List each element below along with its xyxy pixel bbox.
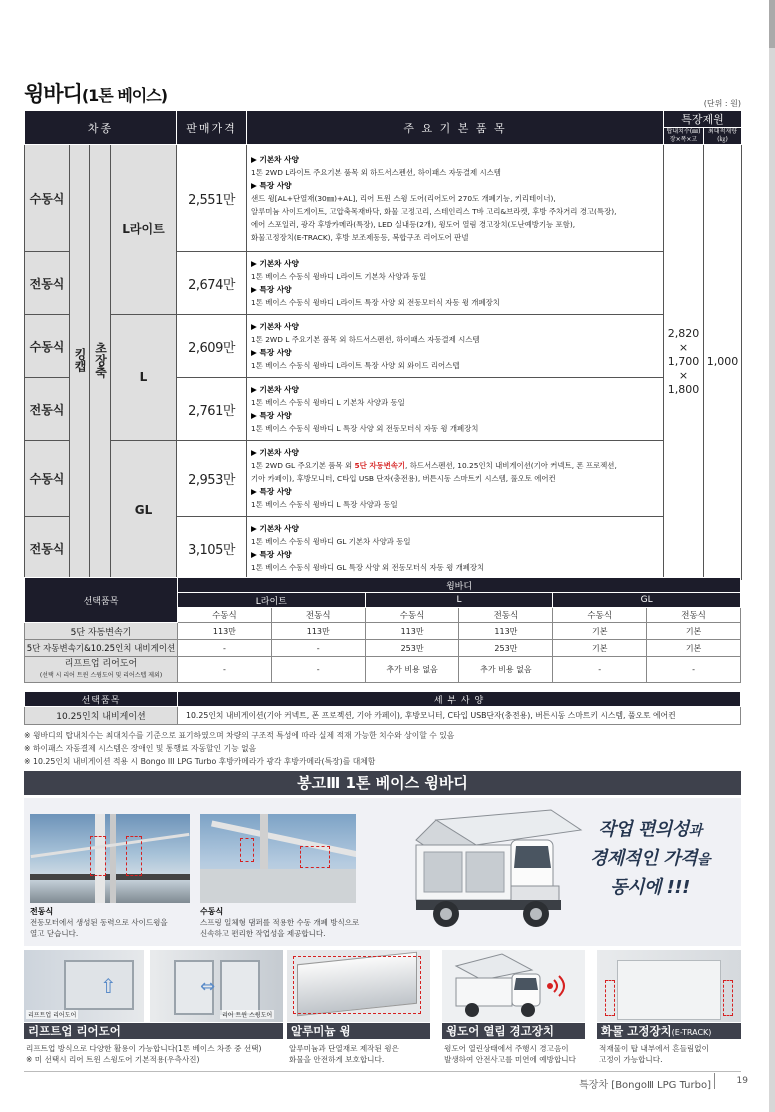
spec-load: 1,000 — [704, 145, 742, 580]
option-value: 113만 — [178, 623, 272, 640]
manual-wing-photo — [200, 814, 356, 903]
cab-label: 킹캡 — [70, 145, 90, 580]
footer-rule — [24, 1071, 741, 1072]
truck-illustration — [376, 800, 586, 940]
option-value: 기본 — [553, 623, 647, 640]
option-value: - — [178, 640, 272, 657]
header-spec-load: 최대적재량 (㎏) — [704, 128, 742, 145]
feature-desc: 적재물이 탑 내부에서 흔들림없이 고정이 가능합니다. — [599, 1044, 709, 1064]
footer-text: 특장차 [BongoⅢ LPG Turbo] — [579, 1080, 711, 1091]
header-price: 판매가격 — [177, 111, 247, 145]
feature-photo-etrack — [597, 950, 741, 1022]
liftup-label: 리프트업 리어도어 — [28, 1012, 77, 1019]
feature-title: 리프트업 리어도어 — [24, 1023, 283, 1039]
header-items: 주 요 기 본 품 목 — [247, 111, 664, 145]
photo-caption-electric: 전동식 전동모터에서 생성된 동력으로 사이드윙을 열고 닫습니다. — [30, 907, 168, 938]
feature-title: 화물 고정장치(E-TRACK) — [597, 1023, 741, 1039]
section-banner: 봉고Ⅲ 1톤 베이스 윙바디 — [24, 771, 741, 795]
row-price: 2,609만 — [177, 315, 247, 378]
detail-text: 10.25인치 내비게이션(기아 커넥트, 폰 프로젝션, 기아 카페이), 후방모니터, C타입 USB단자(충전용), 버튼시동 스마트키 시스템, 풀오토 에어컨 — [178, 707, 741, 725]
page-number: 19 — [736, 1076, 748, 1086]
options-type: 전동식 — [647, 608, 741, 623]
page-edge-tab — [769, 0, 775, 1112]
truck-warning-illustration — [442, 950, 585, 1022]
row-items: ▶ 기본차 사양 1톤 베이스 수동식 윙바디 GL 기본차 사양과 동일 ▶ 특장 사양 1톤 베이스 수동식 윙바디 GL 특장 사양 외 전동모터식 자동 윙 개폐장치 — [247, 517, 664, 580]
option-name: 5단 자동변속기&10.25인치 내비게이션 — [25, 640, 178, 657]
feature-desc: 윙도어 열린상태에서 주행시 경고음이 발생하여 안전사고를 미연에 예방합니다 — [444, 1044, 576, 1064]
option-name: 리프트업 리어도어 (선택 시 리어 트윈 스윙도어 및 리어스텝 제외) — [25, 657, 178, 683]
detail-header-detail: 세 부 사 양 — [178, 692, 741, 707]
feature-desc: 알루미늄과 단열재로 제작된 윙은 화물을 안전하게 보호합니다. — [289, 1044, 399, 1064]
detail-name: 10.25인치 내비게이션 — [25, 707, 178, 725]
option-value: 기본 — [647, 640, 741, 657]
options-table — [24, 577, 741, 683]
electric-wing-photo — [30, 814, 190, 903]
detail-header-item: 선택품목 — [25, 692, 178, 707]
option-value: - — [647, 657, 741, 683]
note: ※ 윙바디의 탑내치수는 최대치수를 기준으로 표기하였으며 차량의 구조적 특성에 따라 실제 적재 가능한 치수와 상이할 수 있음 — [24, 731, 455, 740]
options-header-group: 윙바디 — [178, 578, 741, 593]
options-type: 수동식 — [178, 608, 272, 623]
notes — [24, 729, 454, 768]
slogan: 작업 편의성과 경제적인 가격을 동시에 !!! — [589, 819, 711, 898]
row-items: ▶ 기본차 사양 1톤 2WD GL 주요기본 품목 외 5단 자동변속기, 하드서스펜션, 10.25인치 내비게이션(기아 커넥트, 폰 프로젝션, 기아 카페이), 후방모니터, C타입 USB 단자(충전용), 버튼시동 스마트키 시스템, 풀오토 에어컨 ▶ 특장 사양 1톤 베이스 수동식 윙바디 L 특장 사양과 동일 — [247, 441, 664, 517]
feature-photo-liftup — [24, 950, 283, 1022]
options-type: 전동식 — [271, 608, 365, 623]
feature-title: 알루미늄 윙 — [287, 1023, 430, 1039]
page-title: 윙바디(1톤 베이스) — [24, 82, 168, 106]
arrow-up-icon: ⇧ — [100, 974, 117, 998]
row-type: 전동식 — [25, 378, 70, 441]
feature-desc: 리프트업 방식으로 다양한 활용이 가능합니다(1톤 베이스 차종 중 선택) ※ 미 선택시 리어 트윈 스윙도어 기본적용(우측사진) — [26, 1044, 262, 1064]
axle-label: 초장축 — [90, 145, 111, 580]
feature-photo-warning — [442, 950, 585, 1022]
options-type: 수동식 — [365, 608, 459, 623]
options-header-item: 선택품목 — [25, 578, 178, 623]
row-items: ▶ 기본차 사양 1톤 베이스 수동식 윙바디 L라이트 기본차 사양과 동일 ▶ 특장 사양 1톤 베이스 수동식 윙바디 L라이트 특장 사양 외 전동모터식 자동 윙 개폐장치 — [247, 252, 664, 315]
header-model: 차종 — [25, 111, 177, 145]
row-type: 전동식 — [25, 252, 70, 315]
row-price: 3,105만 — [177, 517, 247, 580]
trim-gl: GL — [111, 441, 177, 580]
row-items: ▶ 기본차 사양 1톤 2WD L라이트 주요기본 품목 외 하드서스펜션, 하이패스 자동결제 시스템 ▶ 특장 사양 샌드 윙[AL+단열재(30㎜)+AL], 리어 트윈 스윙 도어(리어도어 270도 개폐기능, 키리테이너), 알루미늄 사이드게이트, 고압축목재바닥, 화물 고정고리, 스테인리스 T바 고리&브라켓, 후방 주차거리 경고(특장), 에어 스포일러, 광각 후방카메라(특장), LED 실내등(2개), 윙도어 열림 경고장치(도난예방기능 포함), 화물고정장치(E-TRACK), 후방 보조제동등, 복합구조 리어도어 판넬 — [247, 145, 664, 252]
options-trim: L라이트 — [178, 593, 366, 608]
row-type: 수동식 — [25, 145, 70, 252]
arrow-left-right-icon: ⇔ — [200, 976, 216, 997]
option-value: - — [178, 657, 272, 683]
note: ※ 10.25인치 내비게이션 적용 시 Bongo III LPG Turbo 후방카메라가 광각 후방카메라(특장)를 대체함 — [24, 757, 376, 766]
options-type: 전동식 — [459, 608, 553, 623]
option-value: 113만 — [459, 623, 553, 640]
photo-caption-manual: 수동식 스프링 일체형 댐퍼를 적용한 수동 개폐 방식으로 신속하고 편리한 작업성을 제공합니다. — [200, 907, 360, 938]
feature-photo-aluminum — [287, 950, 430, 1022]
detail-table — [24, 691, 741, 725]
row-price: 2,674만 — [177, 252, 247, 315]
option-value: 253만 — [365, 640, 459, 657]
option-value: 추가 비용 없음 — [365, 657, 459, 683]
option-value: - — [271, 640, 365, 657]
option-value: - — [553, 657, 647, 683]
row-items: ▶ 기본차 사양 1톤 2WD L 주요기본 품목 외 하드서스펜션, 하이패스 자동결제 시스템 ▶ 특장 사양 1톤 베이스 수동식 윙바디 L라이트 특장 사양 외 와이드 리어스텝 — [247, 315, 664, 378]
option-value: 기본 — [553, 640, 647, 657]
row-price: 2,551만 — [177, 145, 247, 252]
main-price-table — [24, 110, 742, 580]
note: ※ 하이패스 자동결제 시스템은 장애인 및 통행료 자동할인 기능 없음 — [24, 744, 257, 753]
row-items: ▶ 기본차 사양 1톤 베이스 수동식 윙바디 L 기본차 사양과 동일 ▶ 특장 사양 1톤 베이스 수동식 윙바디 L 특장 사양 외 전동모터식 자동 윙 개폐장치 — [247, 378, 664, 441]
option-value: 기본 — [647, 623, 741, 640]
options-trim: GL — [553, 593, 741, 608]
twin-swing-label: 리어 트윈 스윙도어 — [222, 1012, 273, 1019]
feature-title: 윙도어 열림 경고장치 — [442, 1023, 585, 1039]
options-type: 수동식 — [553, 608, 647, 623]
footer-divider — [714, 1073, 715, 1089]
option-value: 253만 — [459, 640, 553, 657]
row-price: 2,953만 — [177, 441, 247, 517]
header-spec-dim: 탑내치수(㎜) 장×폭×고 — [664, 128, 704, 145]
row-type: 전동식 — [25, 517, 70, 580]
option-value: - — [271, 657, 365, 683]
row-type: 수동식 — [25, 315, 70, 378]
option-value: 113만 — [271, 623, 365, 640]
header-spec: 특장제원 — [664, 111, 742, 128]
unit-label: (단위 : 원) — [703, 99, 741, 108]
options-trim: L — [365, 593, 553, 608]
option-value: 113만 — [365, 623, 459, 640]
row-price: 2,761만 — [177, 378, 247, 441]
option-name: 5단 자동변속기 — [25, 623, 178, 640]
spec-dimensions: 2,820 × 1,700 × 1,800 — [664, 145, 704, 580]
trim-l: L — [111, 315, 177, 441]
row-type: 수동식 — [25, 441, 70, 517]
option-value: 추가 비용 없음 — [459, 657, 553, 683]
trim-l-light: L라이트 — [111, 145, 177, 315]
